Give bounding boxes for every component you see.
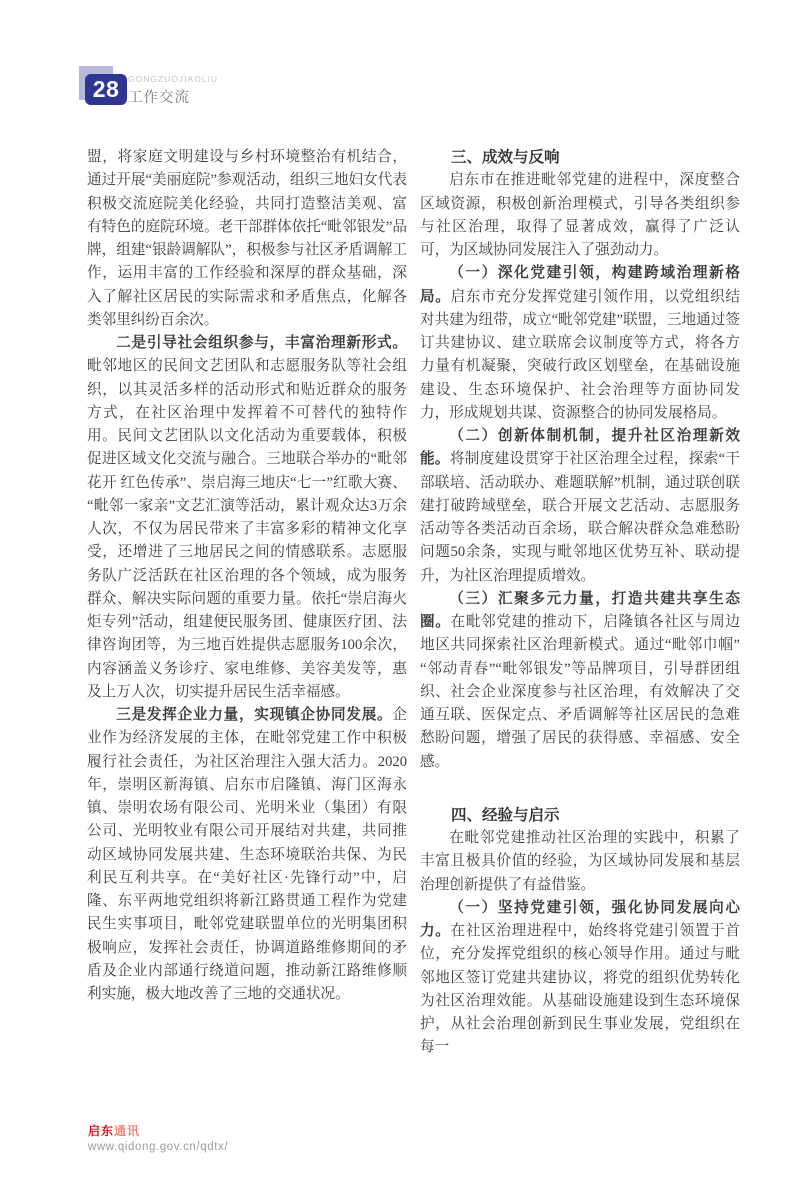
paragraph-lead: （三）汇聚多元力量，打造共建共享生态圈。	[420, 590, 740, 630]
page-footer	[88, 1124, 228, 1153]
paragraph	[420, 897, 740, 1060]
paragraph-text: 盟，将家庭文明建设与乡村环境整治有机结合，通过开展“美丽庭院”参观活动，组织三地妇女代表积极交流庭院美化经验，共同打造整洁美观、富有特色的庭院环境。老干部群体依托“毗邻银发”品牌，组建“银龄调解队”，积极参与社区矛盾调解工作，运用丰富的工作经验和深厚的群众基础，深入了解社区居民的实际需求和矛盾焦点，化解各类邻里纠纷百余次。	[87, 149, 407, 328]
section-heading-4: 四、经验与启示	[451, 806, 560, 824]
paragraph	[87, 332, 407, 704]
paragraph	[87, 704, 407, 1006]
footer-brand-light: 通讯	[114, 1124, 141, 1138]
paragraph-lead: 二是引导社会组织参与，丰富治理新形式。	[116, 335, 407, 351]
paragraph-text: 在毗邻党建的推动下，启隆镇各社区与周边地区共同探索社区治理新模式。通过“毗邻巾帼”“邻动青春”“毗邻银发”等品牌项目，引导群团组织、社会企业深度参与社区治理，有效解决了交通互联、医保定点、矛盾调解等社区居民的急难愁盼问题，增强了居民的获得感、幸福感、安全感。	[420, 614, 740, 770]
paragraph	[420, 262, 740, 425]
right-column	[420, 146, 740, 1060]
paragraph-lead: （一）深化党建引领，构建跨域治理新格局。	[420, 265, 740, 305]
paragraph	[420, 588, 740, 774]
paragraph-text: 将制度建设贯穿于社区治理全过程，探索“干部联培、活动联办、难题联解”机制，通过联创联建打破跨域壁垒，联合开展文艺活动、志愿服务活动等各类活动百余场，联合解决群众急难愁盼问题50余条，实现与毗邻地区优势互补、联动提升，为社区治理提质增效。	[420, 451, 740, 584]
section-label	[128, 74, 218, 107]
footer-url: www.qidong.gov.cn/qdtx/	[88, 1141, 229, 1153]
section-intro: 启东市在推进毗邻党建的进程中，深度整合区域资源，积极创新治理模式，引导各类组织参与社区治理，取得了显著成效，赢得了广泛认可，为区域协同发展注入了强劲动力。	[420, 172, 740, 258]
paragraph-text: 在社区治理进程中，始终将党建引领置于首位，充分发挥党组织的核心领导作用。通过与毗邻地区签订党建共建协议，将党的组织优势转化为社区治理效能。从基础设施建设到生态环境保护，从社会治理创新到民生事业发展，党组织在每一	[420, 923, 740, 1056]
section-pinyin: GONGZUOJIAOLIU	[128, 74, 219, 84]
paragraph-text: 毗邻地区的民间文艺团队和志愿服务队等社会组织，以其灵活多样的活动形式和贴近群众的服务方式，在社区治理中发挥着不可替代的独特作用。民间文艺团队以文化活动为重要载体，积极促进区域文化交流与融合。三地联合举办的“毗邻花开 红色传承”、崇启海三地庆“七一”红歌大赛、“毗邻一家亲”文艺汇演等活动，累计观众达3万余人次，不仅为居民带来了丰富多彩的精神文化享受，还增进了三地居民之间的情感联系。志愿服务队广泛活跃在社区治理的各个领域，成为服务群众、解决实际问题的重要力量。依托“崇启海火炬专列”活动，组建便民服务团、健康医疗团、法律咨询团等，为三地百姓提供志愿服务100余次，内容涵盖义务诊疗、家电维修、美容美发等，惠及上万人次，切实提升居民生活幸福感。	[87, 358, 407, 700]
paragraph-text: 启东市充分发挥党建引领作用，以党组织结对共建为纽带，成立“毗邻党建”联盟，三地通过签订共建协议、建立联席会议制度等方式，将各方力量有机凝聚，突破行政区划壁垒，在基础设施建设、生态环境保护、社会治理等方面协同发力，形成规划共谋、资源整合的协同发展格局。	[420, 288, 740, 421]
section-title: 工作交流	[128, 90, 190, 106]
section-intro: 在毗邻党建推动社区治理的实践中，积累了丰富且极具价值的经验，为区域协同发展和基层治理创新提供了有益借鉴。	[420, 830, 740, 893]
paragraph	[87, 146, 407, 332]
paragraph-lead: （一）坚持党建引领，强化协同发展向心力。	[420, 899, 740, 939]
paragraph-lead: （二）创新体制机制，提升社区治理新效能。	[420, 428, 740, 468]
left-column	[87, 146, 407, 1006]
paragraph-lead: 三是发挥企业力量，实现镇企协同发展。	[116, 707, 393, 723]
section-heading-3: 三、成效与反响	[451, 149, 560, 166]
paragraph-text: 企业作为经济发展的主体，在毗邻党建工作中积极履行社会责任，为社区治理注入强大活力。2020年，崇明区新海镇、启东市启隆镇、海门区海永镇、崇明农场有限公司、光明米业（集团）有限公司、光明牧业有限公司开展结对共建，共同推动区域协同发展共建、生态环境联治共保、为民利民互利共享。在“美好社区·先锋行动”中，启隆、东平两地党组织将新江路贯通工程作为党建民生实事项目，毗邻党建联盟单位的光明集团积极响应，发挥社会责任，协调道路维修期间的矛盾及企业内部通行绕道问题，推动新江路维修顺利实施，极大地改善了三地的交通状况。	[87, 707, 407, 1002]
paragraph	[420, 425, 740, 588]
footer-brand-bold: 启东	[88, 1124, 115, 1138]
page-number: 28	[85, 74, 127, 105]
footer-brand	[88, 1124, 228, 1138]
